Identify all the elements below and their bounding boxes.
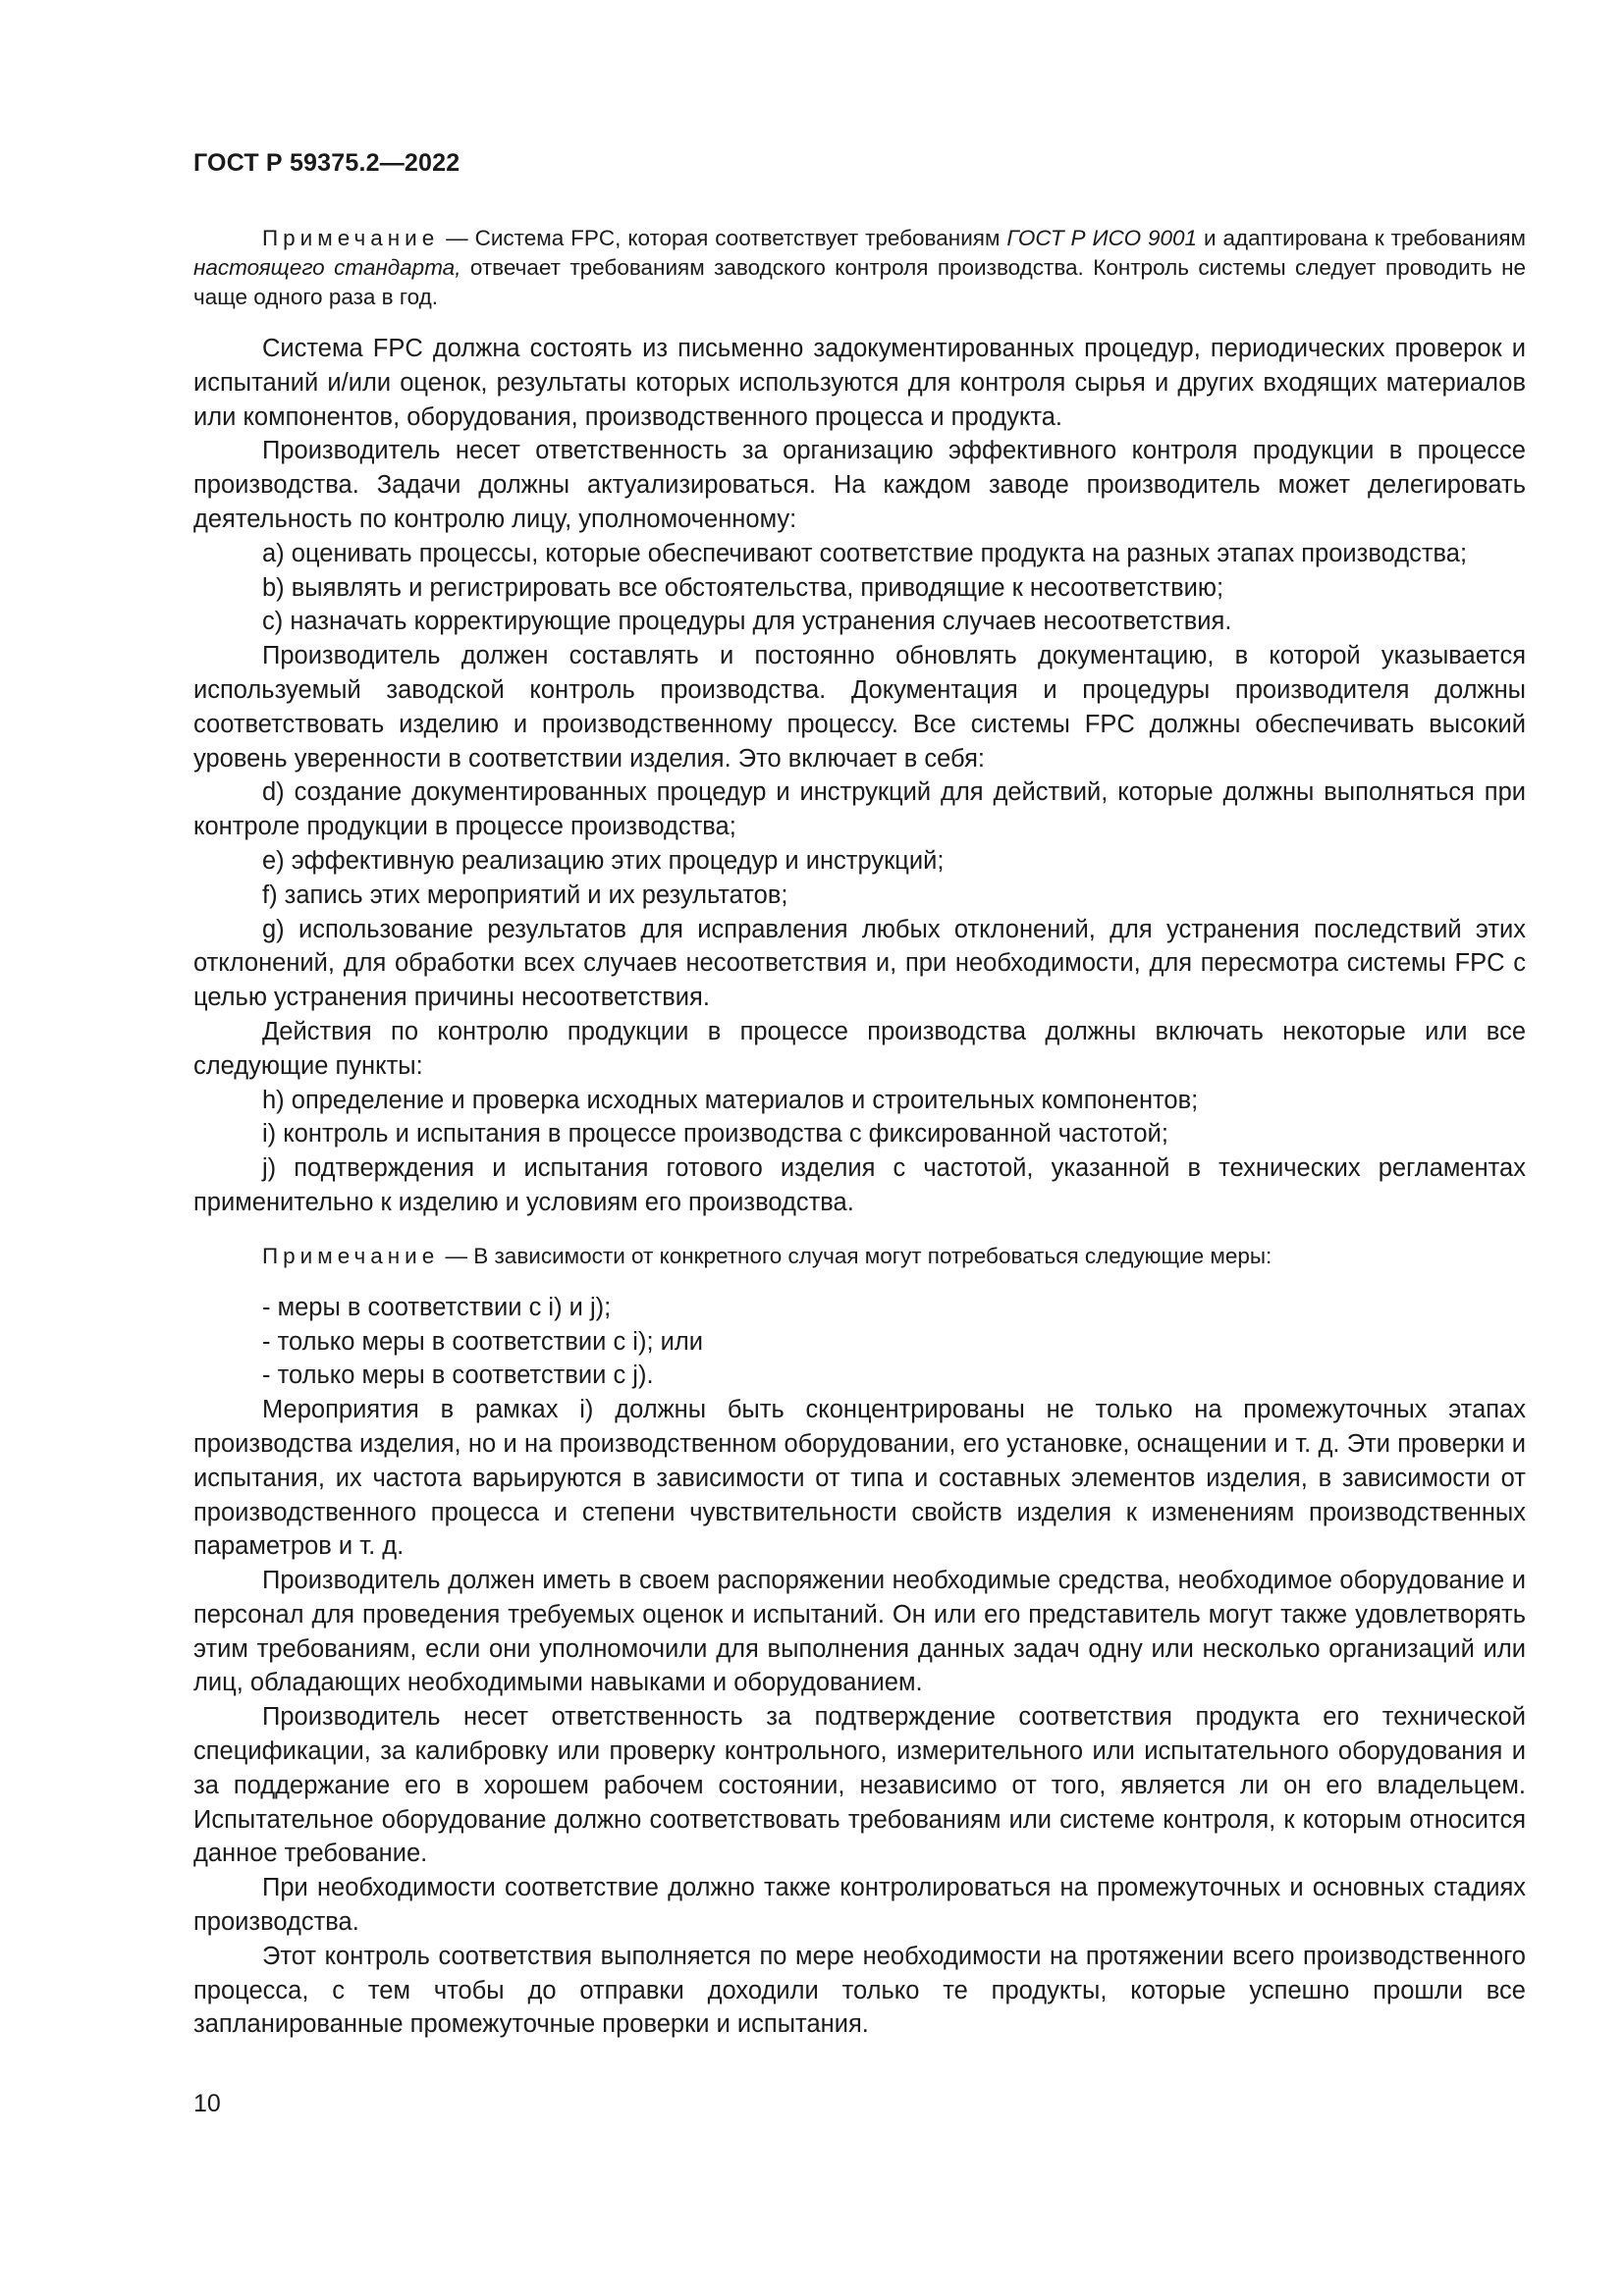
list-item: e) эффективную реализацию этих процедур и инструкций; [262,846,945,875]
list-item: i) контроль и испытания в процессе производства с фиксированной частотой; [262,1120,1168,1148]
paragraph: Производитель несет ответственность за организацию эффективного контроля продукции в процессе производства. Задачи должны актуализироваться. На каждом заводе производитель может делегировать деятельность по контролю лицу, уполномоченному: [193,437,1526,533]
list-item: h) определение и проверка исходных материалов и строительных компонентов; [262,1086,1199,1114]
list-item: b) выявлять и регистрировать все обстоятельства, приводящие к несоответствию; [262,573,1224,602]
list-item: d) создание документированных процедур и инструкций для действий, которые должны выполняться при контроле продукции в процессе производства; [193,778,1526,841]
note-label: Примечание [262,1243,440,1268]
note-text: отвечает требованиям заводского контроля производства. Контроль системы следует проводить не чаще одного раза в год. [193,255,1527,309]
note-text: — Система FPC, которая соответствует требованиям [439,226,1007,250]
list-item: a) оценивать процессы, которые обеспечивают соответствие продукта на разных этапах производства; [262,539,1468,567]
note-text: — В зависимости от конкретного случая могут потребоваться следующие меры: [439,1243,1272,1268]
paragraph: Мероприятия в рамках i) должны быть сконцентрированы не только на промежуточных этапах производства изделия, но и на производственном оборудовании, его установке, оснащении и т. д. Эти проверки и испытания, их частота варьируются в зависимости от типа и составных элементов изделия, в зависимости от производственного процесса и степени чувствительности свойств изделия к изменениям производственных параметров и т. д. [193,1396,1526,1561]
paragraph: Этот контроль соответствия выполняется по мере необходимости на протяжении всего производственного процесса, с тем чтобы до отправки доходили только те продукты, которые успешно прошли все запланированные промежуточные проверки и испытания. [193,1942,1526,2039]
dash-item: - меры в соответствии с i) и j); [262,1293,612,1321]
list-item: f) запись этих мероприятий и их результатов; [262,881,788,909]
dash-item: - только меры в соответствии с i); или [262,1327,703,1356]
paragraph: Производитель должен иметь в своем распоряжении необходимые средства, необходимое оборудование и персонал для проведения требуемых оценок и испытаний. Он или его представитель могут также удовлетворять этим требованиям, если они уполномочили для выполнения данных задач одну или несколько организаций или лиц, обладающих необходимыми навыками и оборудованием. [193,1567,1526,1697]
note-text: и адаптирована к требованиям [1197,226,1526,250]
paragraph: Производитель должен составлять и постоянно обновлять документацию, в которой указывается используемый заводской контроль производства. Документация и процедуры производителя должны соответствовать изделию и производственному процессу. Все системы FPC должны обеспечивать высокий уровень уверенности в соответствии изделия. Это включает в себя: [193,642,1526,773]
paragraph: При необходимости соответствие должно также контролироваться на промежуточных и основных стадиях производства. [193,1874,1526,1937]
page-number: 10 [193,2090,221,2117]
standard-reference: ГОСТ Р ИСО 9001 [1006,226,1198,250]
note-label: Примечание [262,226,440,250]
this-standard-reference: настоящего стандарта, [193,255,461,280]
list-item: g) использование результатов для исправления любых отклонений, для устранения последствий этих отклонений, для обработки всех случаев несоответствия и, при необходимости, для пересмотра системы FPC с целью устранения причины несоответствия. [193,915,1526,1012]
note-paragraph [193,1242,1526,1271]
document-header: ГОСТ Р 59375.2—2022 [193,149,460,177]
note-paragraph [193,224,1526,312]
list-item: j) подтверждения и испытания готового изделия с частотой, указанной в технических регламентах применительно к изделию и условиям его производства. [193,1154,1526,1216]
paragraph: Действия по контролю продукции в процессе производства должны включать некоторые или все следующие пункты: [193,1017,1526,1080]
paragraph: Система FPC должна состоять из письменно задокументированных процедур, периодических проверок и испытаний и/или оценок, результаты которых используются для контроля сырья и других входящих материалов или компонентов, оборудования, производственного процесса и продукта. [193,335,1526,431]
dash-item: - только меры в соответствии с j). [262,1362,654,1390]
paragraph: Производитель несет ответственность за подтверждение соответствия продукта его технической спецификации, за калибровку или проверку контрольного, измерительного или испытательного оборудования и за поддержание его в хорошем рабочем состоянии, независимо от того, является ли он его владельцем. Испытательное оборудование должно соответствовать требованиям или системе контроля, к которым относится данное требование. [193,1703,1526,1868]
document-body [193,224,1526,2042]
list-item: c) назначать корректирующие процедуры для устранения случаев несоответствия. [262,608,1232,636]
